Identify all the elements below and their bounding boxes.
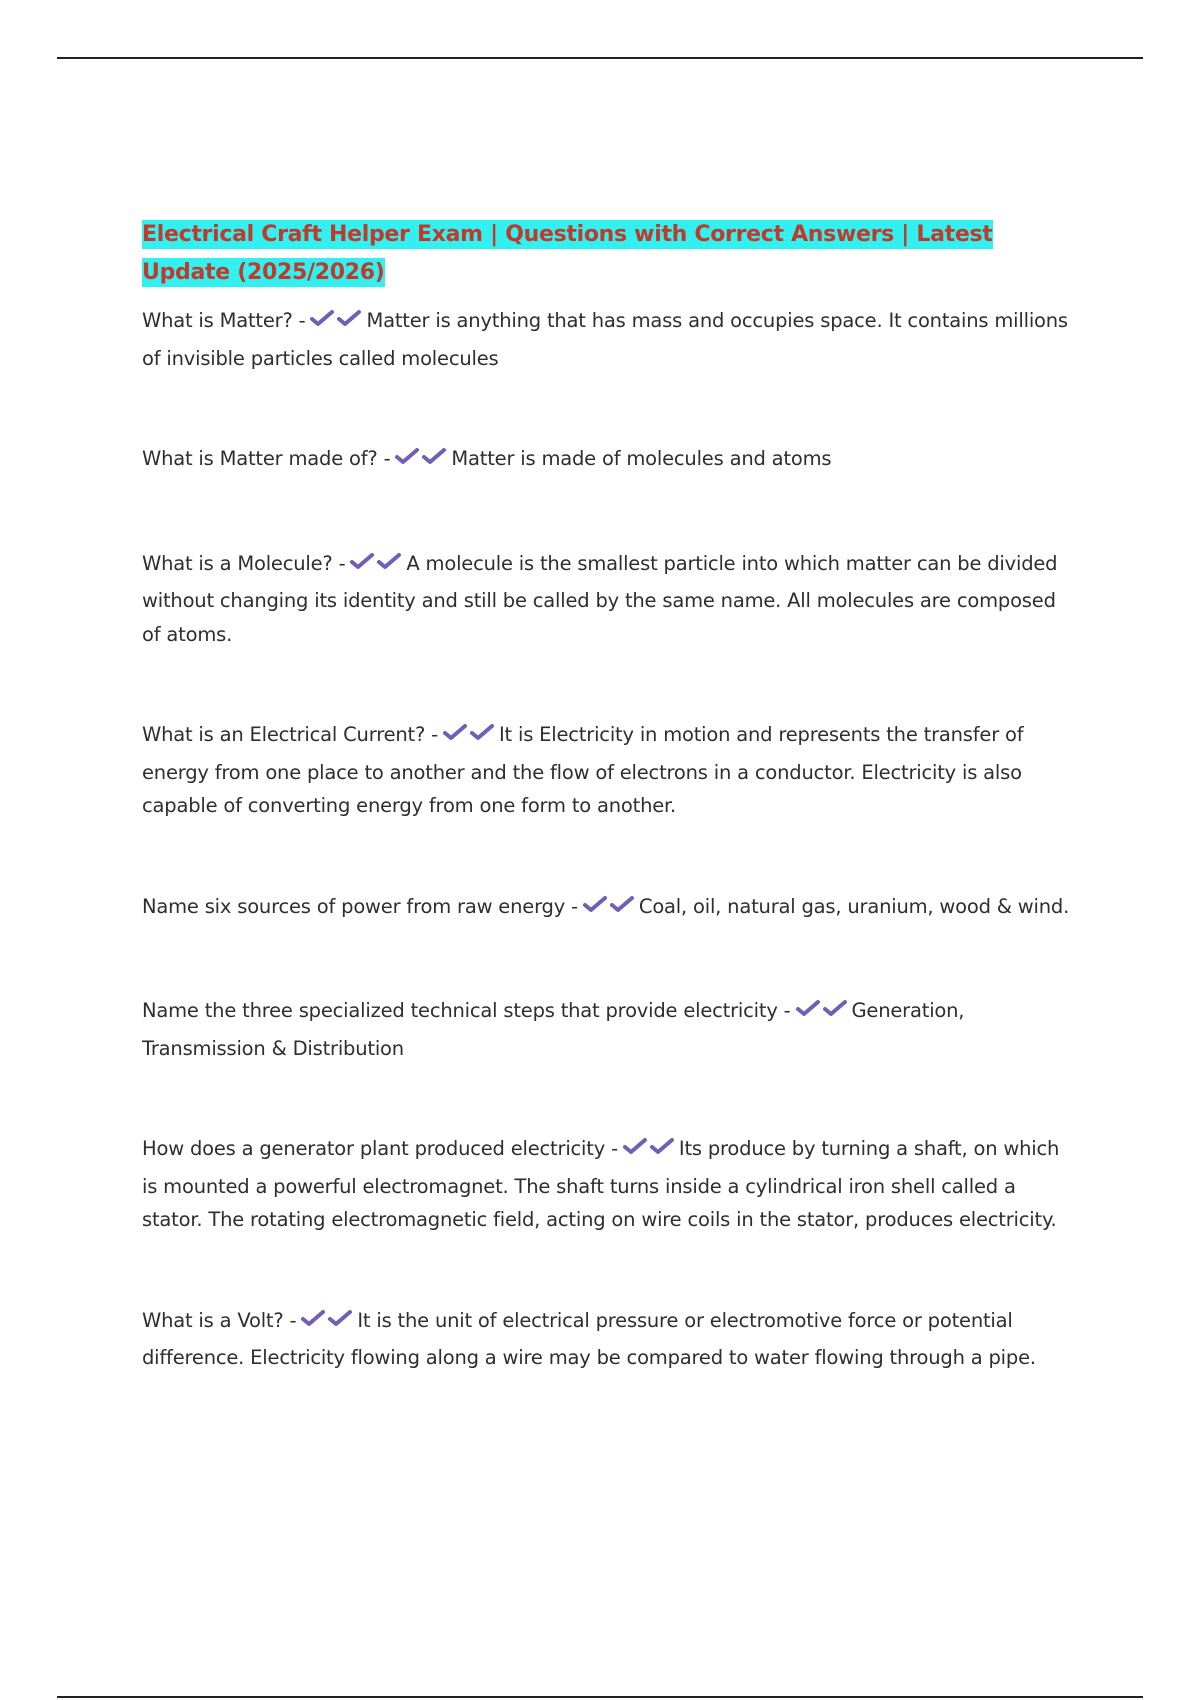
checkmark-icon — [622, 1136, 649, 1156]
answer-checkmarks — [300, 1308, 354, 1342]
qa-item — [142, 304, 1072, 375]
answer-text: It is the unit of electrical pressure or electromotive force or potential difference. Electricity flowing along a wire may be compared to water flowing through a pipe. — [142, 1308, 1036, 1369]
question-text: What is Matter? — [142, 309, 293, 332]
answer-text: Generation, Transmission & Distribution — [142, 999, 965, 1060]
checkmark-icon — [795, 998, 822, 1018]
checkmark-icon — [336, 308, 363, 328]
answer-checkmarks — [309, 308, 363, 342]
qa-item — [142, 442, 1072, 480]
question-separator: - — [298, 309, 306, 332]
question-separator: - — [611, 1137, 618, 1160]
question-separator: - — [289, 1308, 297, 1332]
answer-checkmarks — [349, 551, 403, 585]
checkmark-icon — [309, 308, 336, 328]
checkmark-icon — [822, 998, 849, 1018]
question-text: Name the three specialized technical steps that provide electricity — [142, 999, 778, 1022]
top-rule — [57, 57, 1143, 59]
answer-checkmarks — [795, 998, 849, 1032]
answer-checkmarks — [582, 894, 636, 928]
answer-checkmarks — [442, 722, 496, 756]
question-text: What is an Electrical Current? — [142, 723, 426, 746]
document-body — [142, 216, 1072, 1375]
question-separator: - — [383, 447, 391, 470]
qa-item — [142, 547, 1072, 652]
answer-text: It is Electricity in motion and represents the transfer of energy from one place to another and the flow of electrons in a conductor. Electricity is also capable of converting energy from one form to another. — [142, 723, 1024, 817]
question-separator: - — [783, 999, 791, 1022]
bottom-rule — [57, 1696, 1143, 1698]
question-text: What is Matter made of? — [142, 447, 378, 470]
checkmark-icon — [394, 446, 421, 466]
answer-text: Matter is made of molecules and atoms — [451, 447, 832, 470]
checkmark-icon — [609, 894, 636, 914]
checkmark-icon — [300, 1308, 327, 1328]
question-separator: - — [431, 723, 438, 746]
question-text: Name six sources of power from raw energy — [142, 894, 566, 918]
question-text: How does a generator plant produced electricity — [142, 1137, 606, 1160]
checkmark-icon — [469, 722, 496, 742]
question-text: What is a Molecule? — [142, 551, 333, 575]
qa-item — [142, 890, 1072, 928]
answer-text: Its produce by turning a shaft, on which is mounted a powerful electromagnet. The shaft turns inside a cylindrical iron shell called a stator. The rotating electromagnetic field, acting on wire coils in the stator, produces electricity. — [142, 1137, 1060, 1231]
answer-checkmarks — [394, 446, 448, 480]
question-separator: - — [338, 551, 346, 575]
checkmark-icon — [442, 722, 469, 742]
qa-item — [142, 718, 1072, 823]
checkmark-icon — [649, 1136, 676, 1156]
qa-item — [142, 1132, 1072, 1237]
title-highlight: Electrical Craft Helper Exam | Questions with Correct Answers | Latest Update (2025/2026) — [142, 222, 993, 285]
answer-text: Coal, oil, natural gas, uranium, wood & wind. — [638, 894, 1070, 918]
question-separator: - — [571, 894, 578, 918]
answer-text: Matter is anything that has mass and occupies space. It contains millions of invisible particles called molecules — [142, 309, 1068, 370]
qa-list — [142, 304, 1072, 1375]
answer-text: A molecule is the smallest particle into which matter can be divided without changing its identity and still be called by the same name. All molecules are composed of atoms. — [142, 551, 1058, 646]
qa-item — [142, 994, 1072, 1065]
document-title — [142, 216, 1072, 292]
checkmark-icon — [376, 551, 403, 571]
qa-item — [142, 1304, 1072, 1375]
answer-checkmarks — [622, 1136, 676, 1170]
checkmark-icon — [582, 894, 609, 914]
checkmark-icon — [349, 551, 376, 571]
checkmark-icon — [327, 1308, 354, 1328]
checkmark-icon — [421, 446, 448, 466]
question-text: What is a Volt? — [142, 1308, 284, 1332]
